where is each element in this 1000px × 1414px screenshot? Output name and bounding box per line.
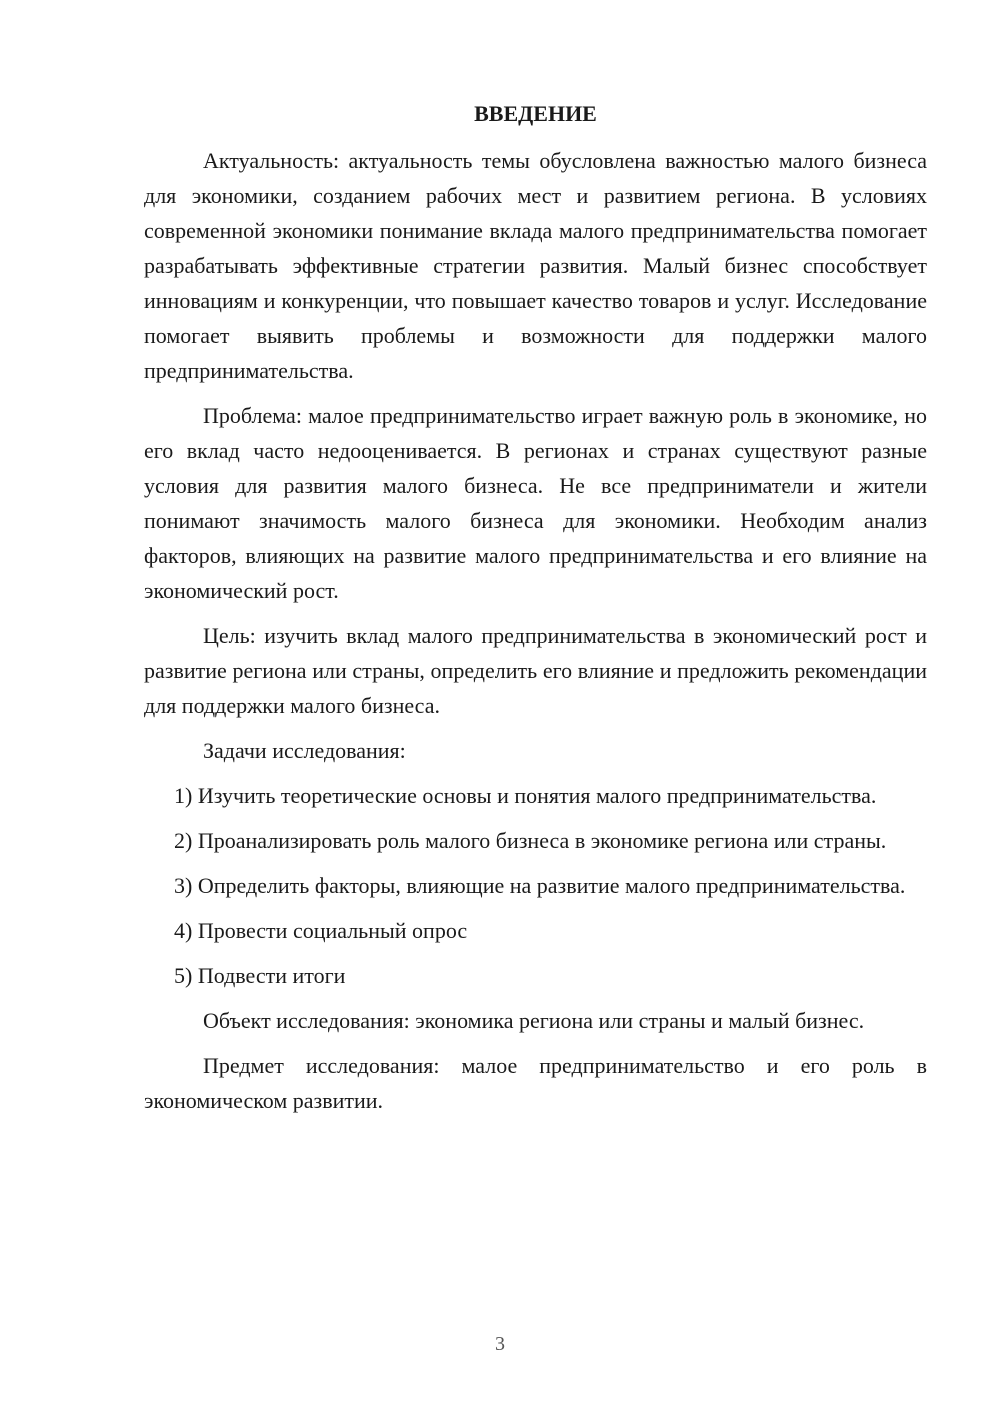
paragraph-problem: Проблема: малое предпринимательство играет важную роль в экономике, но его вклад часто недооценивается. В регионах и странах существуют разные условия для развития малого бизнеса. Не все предприниматели и жители понимают значимость малого бизнеса для экономики. Необходим анализ факторов, влияющих на развитие малого предпринимательства и его влияние на экономический рост. [144, 403, 927, 603]
paragraph-goal: Цель: изучить вклад малого предпринимательства в экономический рост и развитие региона или страны, определить его влияние и предложить рекомендации для поддержки малого бизнеса. [144, 623, 927, 718]
document-page [144, 96, 927, 1128]
tasks-heading: Задачи исследования: [203, 738, 406, 763]
task-item-3: 3) Определить факторы, влияющие на развитие малого предпринимательства. [174, 873, 906, 898]
task-item-1: 1) Изучить теоретические основы и понятия малого предпринимательства. [174, 783, 877, 808]
paragraph-subject: Предмет исследования: малое предпринимательство и его роль в экономическом развитии. [144, 1053, 927, 1113]
task-item-5: 5) Подвести итоги [174, 963, 346, 988]
paragraph-relevance: Актуальность: актуальность темы обусловлена важностью малого бизнеса для экономики, созданием рабочих мест и развитием региона. В условиях современной экономики понимание вклада малого предпринимательства помогает разрабатывать эффективные стратегии развития. Малый бизнес способствует инновациям и конкуренции, что повышает качество товаров и услуг. Исследование помогает выявить проблемы и возможности для поддержки малого предпринимательства. [144, 148, 927, 383]
task-item-2: 2) Проанализировать роль малого бизнеса в экономике региона или страны. [174, 828, 887, 853]
task-item-4: 4) Провести социальный опрос [174, 918, 468, 943]
paragraph-object: Объект исследования: экономика региона или страны и малый бизнес. [203, 1008, 865, 1033]
section-title: ВВЕДЕНИЕ [474, 101, 597, 126]
page-number: 3 [495, 1333, 505, 1355]
